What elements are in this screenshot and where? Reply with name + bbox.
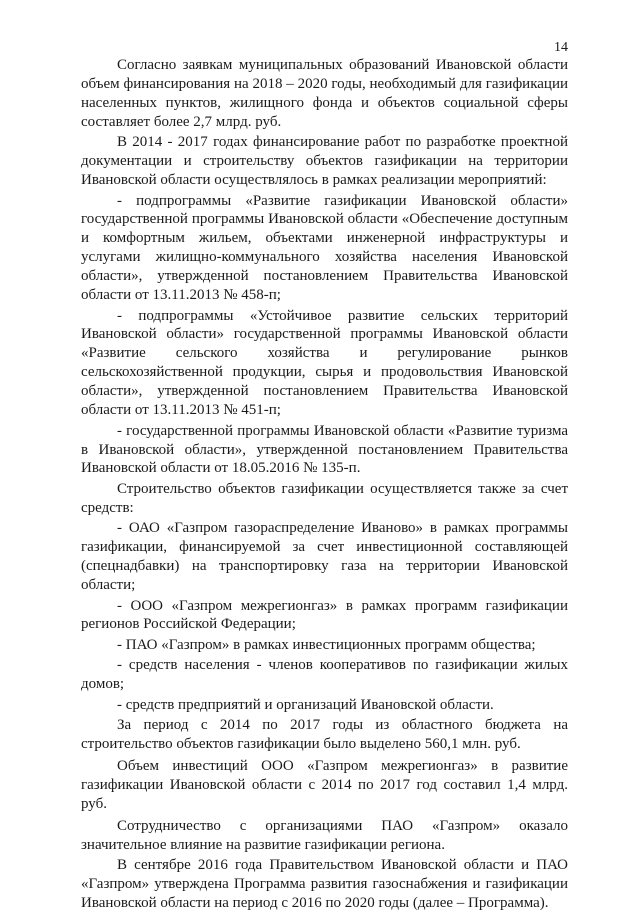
- list-item-program-tourism: - государственной программы Ивановской области «Развитие туризма в Ивановской области», утвержденной постановлением Правительства Ивановской области от 18.05.2016 № 135-п.: [81, 422, 568, 477]
- paragraph-cooperation: Сотрудничество с организациями ПАО «Газпром» оказало значительное влияние на развитие газификации региона.: [81, 817, 568, 853]
- paragraph-other-sources: Строительство объектов газификации осуществляется также за счет средств:: [81, 480, 568, 516]
- document-body: [81, 56, 568, 915]
- paragraph-regional-budget: За период с 2014 по 2017 годы из областного бюджета на строительство объектов газификации было выделено 560,1 млн. руб.: [81, 717, 568, 753]
- list-item-pao-gazprom: - ПАО «Газпром» в рамках инвестиционных программ общества;: [117, 636, 536, 653]
- list-item-gazprom-mezhregiongaz: - ООО «Газпром межрегионгаз» в рамках программ газификации регионов Российской Федерации;: [81, 597, 568, 633]
- list-item-enterprise-funds: - средств предприятий и организаций Ивановской области.: [117, 696, 494, 713]
- page-number: 14: [554, 40, 568, 55]
- paragraph-funding-2014-2017: В 2014 - 2017 годах финансирование работ по разработке проектной документации и строительству объектов газификации на территории Ивановской области осуществлялось в рамках реализации мероприятий:: [81, 134, 568, 189]
- list-item-gazprom-gazoraspredelenie: - ОАО «Газпром газораспределение Иваново» в рамках программы газификации, финансируемой за счет инвестиционной составляющей (спецнадбавки) на транспортировку газа на территории Ивановской области;: [81, 520, 568, 594]
- list-item-subprogram-rural: - подпрограммы «Устойчивое развитие сельских территорий Ивановской области» государственной программы Ивановской области «Развитие сельского хозяйства и регулирование рынков сельскохозяйственной продукции, сырья и продовольствия Ивановской области», утвержденной постановлением Правительства Ивановской области от 13.11.2013 № 451-п;: [81, 307, 568, 419]
- paragraph-program-approval: В сентябре 2016 года Правительством Ивановской области и ПАО «Газпром» утверждена Программа развития газоснабжения и газификации Ивановской области на период с 2016 по 2020 годы (далее – Программа).: [81, 857, 568, 912]
- list-item-population-funds: - средств населения - членов кооперативов по газификации жилых домов;: [81, 657, 568, 693]
- paragraph-funding-need: Согласно заявкам муниципальных образований Ивановской области объем финансирования на 2018 – 2020 годы, необходимый для газификации населенных пунктов, жилищного фонда и объектов социальной сферы составляет более 2,7 млрд. руб.: [81, 57, 568, 130]
- paragraph-investment-volume: Объем инвестиций ООО «Газпром межрегионгаз» в развитие газификации Ивановской области с 2014 по 2017 год составил 1,4 млрд. руб.: [81, 758, 568, 812]
- list-item-subprogram-gasification: - подпрограммы «Развитие газификации Ивановской области» государственной программы Ивановской области «Обеспечение доступным и комфортным жильем, объектами инженерной инфраструктуры и услугами жилищно-коммунального хозяйства населения Ивановской области», утвержденной постановлением Правительства Ивановской области от 13.11.2013 № 458-п;: [81, 192, 568, 304]
